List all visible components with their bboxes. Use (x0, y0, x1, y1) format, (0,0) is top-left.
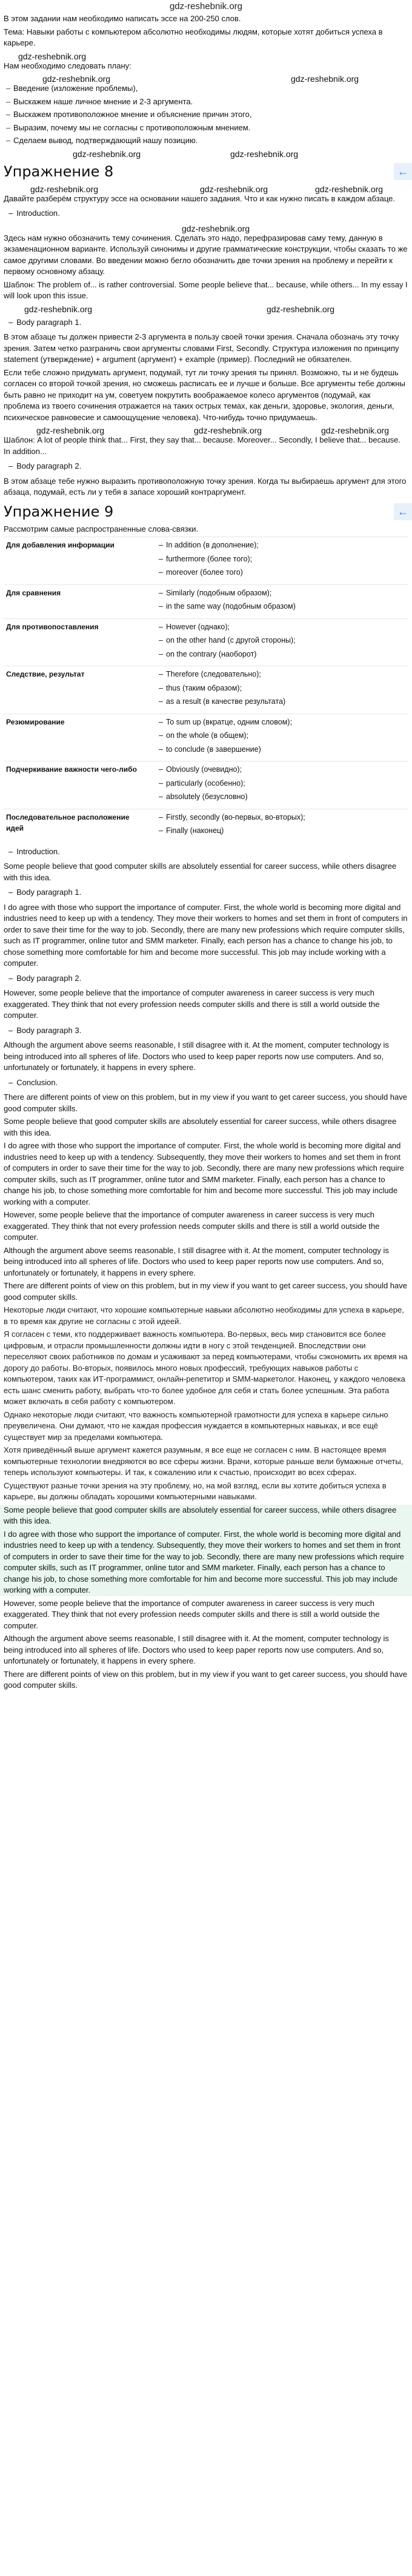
row-key: Подчеркивание важности чего-либо (4, 761, 148, 809)
watermark-row (0, 73, 412, 83)
repeat-paragraph: Although the argument above seems reasonable, I still disagree with it. At the moment, computer technology is being introduced into all spheres of life. Doctors who used to keep paper reports now use computers. And so, unfortunately or fortunately, it happens in every sphere. (4, 1245, 389, 1277)
essay-b3-label: – Body paragraph 3. (8, 1025, 408, 1037)
site-title[interactable]: gdz-reshebnik.org (169, 1, 243, 12)
table-row (4, 761, 408, 809)
row-values (148, 666, 408, 714)
intro-line-1: В этом задании нам необходимо написать эссе на 200-250 слов. (4, 14, 241, 23)
highlighted-essay (0, 1505, 412, 1596)
list-item: – Similarly (подобным образом); (166, 587, 406, 599)
essay-b2-label: – Body paragraph 2. (8, 973, 408, 985)
essay-b1: I do agree with those who support the importance of computer. First, the whole world is becoming more digital and industries need to keep up with a tendency. They move their workers to homes and set them in front of computers in order to save their time for the way to job. Secondly, there are many new professions which require computer skills, such as IT programmer, online tutor and SMM marketer. Finally, each person has a chance to change his job, to chose something more comfortable for him and become more successful. This job may include working with a computer. (4, 902, 408, 968)
list-item: – on the contrary (наоборот) (166, 649, 406, 660)
collapse-arrow-icon[interactable]: ← (394, 163, 412, 180)
section-label: – Body paragraph 2. (8, 461, 408, 472)
intro-line-2: Тема: Навыки работы с компьютером абсолютно необходимы людям, которые хотят добиться успеха в карьере. (4, 27, 383, 47)
list-item: – thus (таким образом); (166, 683, 406, 694)
repeat-paragraph: I do agree with those who support the importance of computer. First, the whole world is becoming more digital and industries need to keep up with a tendency. Subsequently, they move their workers to homes and set them in front of computers in order to save their time for the way to job. Secondly, there are many new professions which require computer skills, such as IT programmer, online tutor and SMM marketer. Finally, each person has a chance to change his job, to chose something more comfortable for him and become more successful. This job may include working with a computer. (4, 1141, 404, 1206)
watermark: gdz-reshebnik.org (182, 223, 250, 233)
list-item: – on the whole (в общем); (166, 730, 406, 741)
watermark: gdz-reshebnik.org (200, 184, 268, 194)
section-text: В этом абзаце тебе нужно выразить противоположную точку зрения. Когда ты выбираешь аргумент для этого абзаца, подумай, есть ли у тебя в запасе хороший контраргумент. (4, 476, 407, 497)
repeat-paragraph: There are different points of view on this problem, but in my view if you want to get career success, you should have good computer skills. (4, 1669, 407, 1690)
row-key: Последовательное расположение идей (4, 809, 148, 843)
translation-paragraph: Я согласен с теми, кто поддерживает важность компьютера. Во-первых, весь мир становится все более цифровым, и отрасли промышленности должны идти в ногу с этой тенденцией. Впоследствии они переселяют своих работников по домам и усаживают за перед компьютерами, чтобы сэкономить их время на дорогу до работы. Во-вторых, появилось много новых профессий, требующих навыков работы с компьютером, таких как ИТ-программист, онлайн-репетитор и SMM-маркетолог. Наконец, у каждого человека есть шанс сменить работу, выбрать что-то более удобное для себя и стать более успешным. Эта работа может включать в себя работу с компьютером. (4, 1330, 408, 1406)
list-item: – In addition (в дополнение); (166, 540, 406, 551)
repeat-paragraph: Although the argument above seems reasonable, I still disagree with it. At the moment, computer technology is being introduced into all spheres of life. Doctors who used to keep paper reports now use computers. And so, unfortunately or fortunately, it happens in every sphere. (4, 1634, 389, 1665)
exercise-9-header (0, 503, 412, 520)
essay-b3: Although the argument above seems reasonable, I still disagree with it. At the moment, computer technology is being introduced into all spheres of life. Doctors who used to keep paper reports now use computers. And so, unfortunately or fortunately, it happens in every sphere. (4, 1040, 389, 1072)
watermark: gdz-reshebnik.org (315, 184, 384, 194)
linking-words-table (4, 537, 408, 843)
watermark: gdz-reshebnik.org (194, 426, 262, 435)
list-item: – moreover (более того) (166, 567, 406, 578)
list-item: – Obviously (очевидно); (166, 764, 406, 775)
plan-item: – Выскажем противоположное мнение и объяснение причин этого, (13, 109, 412, 121)
section-text: В этом абзаце ты должен привести 2-3 аргумента в пользу своей точки зрения. Сначала обозначь эту точку зрения. Затем четко разграничь свои аргументы словами First, Secondly. Структура изложения по принципу statement (утверждение) + argument (аргумент) + example (пример). Последний не обязателен. (4, 332, 399, 364)
watermark-row (0, 425, 412, 435)
list-item: – Firstly, secondly (во-первых, во-вторых); (166, 812, 406, 823)
plan-list (0, 83, 412, 147)
row-values (148, 537, 408, 585)
translation-paragraph: Некоторые люди считают, что хорошие компьютерные навыки абсолютно необходимы для успеха в карьере, в то время как другие не согласны с этой идеей. (4, 1305, 404, 1326)
row-key: Следствие, результат (4, 666, 148, 714)
essay-conclusion-label: – Conclusion. (8, 1077, 408, 1089)
translation-paragraph: Существуют разные точки зрения на эту проблему, но, на мой взгляд, если вы хотите добиться успеха в карьере, вы должны обладать хорошими компьютерными навыками. (4, 1480, 387, 1501)
watermark-row (0, 184, 412, 193)
section-extra: Если тебе сложно придумать аргумент, подумай, тут ли точку зрения ты принял. Возможно, ты и не будешь согласен со второй точкой зрения, но сможешь расписать ее и лучше и больше. Все аргументы тебе должны быть равно не приходит на ум, советуем покрутить воображаемое колесо аргументов (подумай, как проблема из твоего сочинения отражается на таких острых темах, как деньги, здоровье, экология, деньги, психическое равновесие и самоощущение человека). Что-нибудь точно придумаешь. (4, 367, 405, 422)
exercise-9-lead: Рассмотрим самые распространенные слова-связки. (4, 524, 199, 534)
plan-item: – Сделаем вывод, подтверждающий нашу позицию. (13, 135, 412, 147)
plan-item: – Выразим, почему мы не согласны с противоположным мнением. (13, 122, 412, 134)
row-key: Для сравнения (4, 584, 148, 618)
watermark: gdz-reshebnik.org (230, 149, 299, 159)
essay-intro: Some people believe that good computer skills are absolutely essential for career success, while others disagree with this idea. (4, 861, 397, 882)
collapse-arrow-icon[interactable]: ← (394, 503, 412, 520)
table-row (4, 666, 408, 714)
list-item: – on the other hand (с другой стороны); (166, 635, 406, 646)
translation-paragraph: Однако некоторые люди считают, что важность компьютерной грамотности для успеха в карьере сильно преувеличена. Они думают, что не каждая профессия нуждается в компьютерных навыках, и все ещё существует мир за пределами компьютера. (4, 1410, 388, 1442)
watermark-row (0, 304, 412, 313)
list-item: – furthermore (более того); (166, 554, 406, 565)
row-values (148, 809, 408, 843)
watermark: gdz-reshebnik.org (30, 184, 99, 194)
table-row (4, 714, 408, 761)
essay-conclusion: There are different points of view on this problem, but in my view if you want to get career success, you should have good computer skills. (4, 1092, 407, 1113)
row-values (148, 714, 408, 761)
watermark: gdz-reshebnik.org (291, 74, 359, 84)
list-item: – as a result (в качестве результата) (166, 696, 406, 708)
list-item: – Therefore (следовательно); (166, 669, 406, 680)
table-row (4, 584, 408, 618)
section-label: – Body paragraph 1. (8, 317, 408, 329)
section-label: – Introduction. (8, 208, 408, 219)
list-item: – Finally (наконец) (166, 825, 406, 837)
repeat-paragraph: Some people believe that good computer skills are absolutely essential for career success, while others disagree with this idea. (4, 1505, 397, 1525)
table-row (4, 537, 408, 585)
plan-item: – Введение (изложение проблемы), (13, 83, 412, 95)
list-item: – absolutely (безусловно) (166, 791, 406, 803)
list-item: – in the same way (подобным образом) (166, 601, 406, 612)
section-template: Шаблон: A lot of people think that... First, they say that... because. Moreover... Secondly, I believe that... because. In addition... (4, 435, 400, 456)
repeat-paragraph: Some people believe that good computer skills are absolutely essential for career success, while others disagree with this idea. (4, 1117, 397, 1137)
list-item: – To sum up (вкратце, одним словом); (166, 717, 406, 728)
watermark: gdz-reshebnik.org (36, 426, 105, 435)
watermark-row (0, 149, 412, 158)
essay-b1-label: – Body paragraph 1. (8, 887, 408, 898)
section-text: Здесь нам нужно обозначить тему сочинения. Сделать это надо, перефразировав саму тему, данную в экзаменационном варианте. Используй синонимы и другие грамматические конструкции, чтобы сказать то же самое другими словами. Во введении можно бегло обозначить две точки зрения на проблему и перейти к первому основному абзацу. (4, 233, 408, 276)
watermark-row (0, 51, 412, 61)
repeat-paragraph: I do agree with those who support the importance of computer. First, the whole world is becoming more digital and industries need to keep up with a tendency. Subsequently, they move their workers to homes and set them in front of computers in order to save their time for the way to job. Secondly, there are many new professions which require computer skills, such as IT programmer, online tutor and SMM marketer. Finally, each person has a chance to change his job, to chose something more comfortable for him and become more successful. This job may include working with a computer. (4, 1529, 404, 1594)
essay-intro-label: – Introduction. (8, 846, 408, 858)
row-values (148, 761, 408, 809)
table-row (4, 618, 408, 666)
row-values (148, 584, 408, 618)
section-template: Шаблон: The problem of... is rather controversial. Some people believe that... because, while others... In my essay I will look upon this issue. (4, 279, 408, 300)
watermark: gdz-reshebnik.org (24, 304, 93, 314)
plan-item: – Выскажем наше личное мнение и 2-3 аргумента. (13, 96, 412, 108)
row-key: Для противопоставления (4, 618, 148, 666)
list-item: – However (однако); (166, 621, 406, 633)
list-item: – to conclude (в завершение) (166, 744, 406, 755)
watermark: gdz-reshebnik.org (73, 149, 141, 159)
translation-paragraph: Хотя приведённый выше аргумент кажется разумным, я все еще не согласен с ним. В настоящее время компьютерные технологии внедряются во все сферы жизни. Врачи, которые раньше вели бумажные отчеты, теперь используют компьютеры. И так, к сожалению или к счастью, происходит во всех сферах. (4, 1445, 404, 1477)
exercise-9-title: Упражнение 9 (4, 503, 114, 520)
watermark-row (0, 223, 412, 233)
essay-b2: However, some people believe that the importance of computer awareness in career success is very much exaggerated. They think that not every profession needs computer skills and there is still a world outside the computer. (4, 988, 380, 1020)
row-key: Для добавления информации (4, 537, 148, 585)
exercise-8-header (0, 163, 412, 180)
list-item: – particularly (особенно); (166, 778, 406, 789)
intro-line-3: Нам необходимо следовать плану: (4, 61, 131, 70)
exercise-8-lead: Давайте разберём структуру эссе на основании нашего задания. Что и как нужно писать в каждом абзаце. (4, 193, 395, 203)
repeat-paragraph: However, some people believe that the importance of computer awareness in career success is very much exaggerated. They think that not every profession needs computer skills and there is still a world outside the computer. (4, 1598, 380, 1630)
watermark: gdz-reshebnik.org (321, 426, 390, 435)
watermark: gdz-reshebnik.org (18, 51, 87, 61)
exercise-8-title: Упражнение 8 (4, 162, 114, 180)
repeat-paragraph: However, some people believe that the importance of computer awareness in career success is very much exaggerated. They think that not every profession needs computer skills and there is still a world outside the computer. (4, 1210, 380, 1242)
watermark: gdz-reshebnik.org (42, 74, 111, 84)
repeat-paragraph: There are different points of view on this problem, but in my view if you want to get career success, you should have good computer skills. (4, 1281, 407, 1302)
watermark: gdz-reshebnik.org (267, 304, 335, 314)
table-row (4, 809, 408, 843)
row-values (148, 618, 408, 666)
row-key: Резюмирование (4, 714, 148, 761)
